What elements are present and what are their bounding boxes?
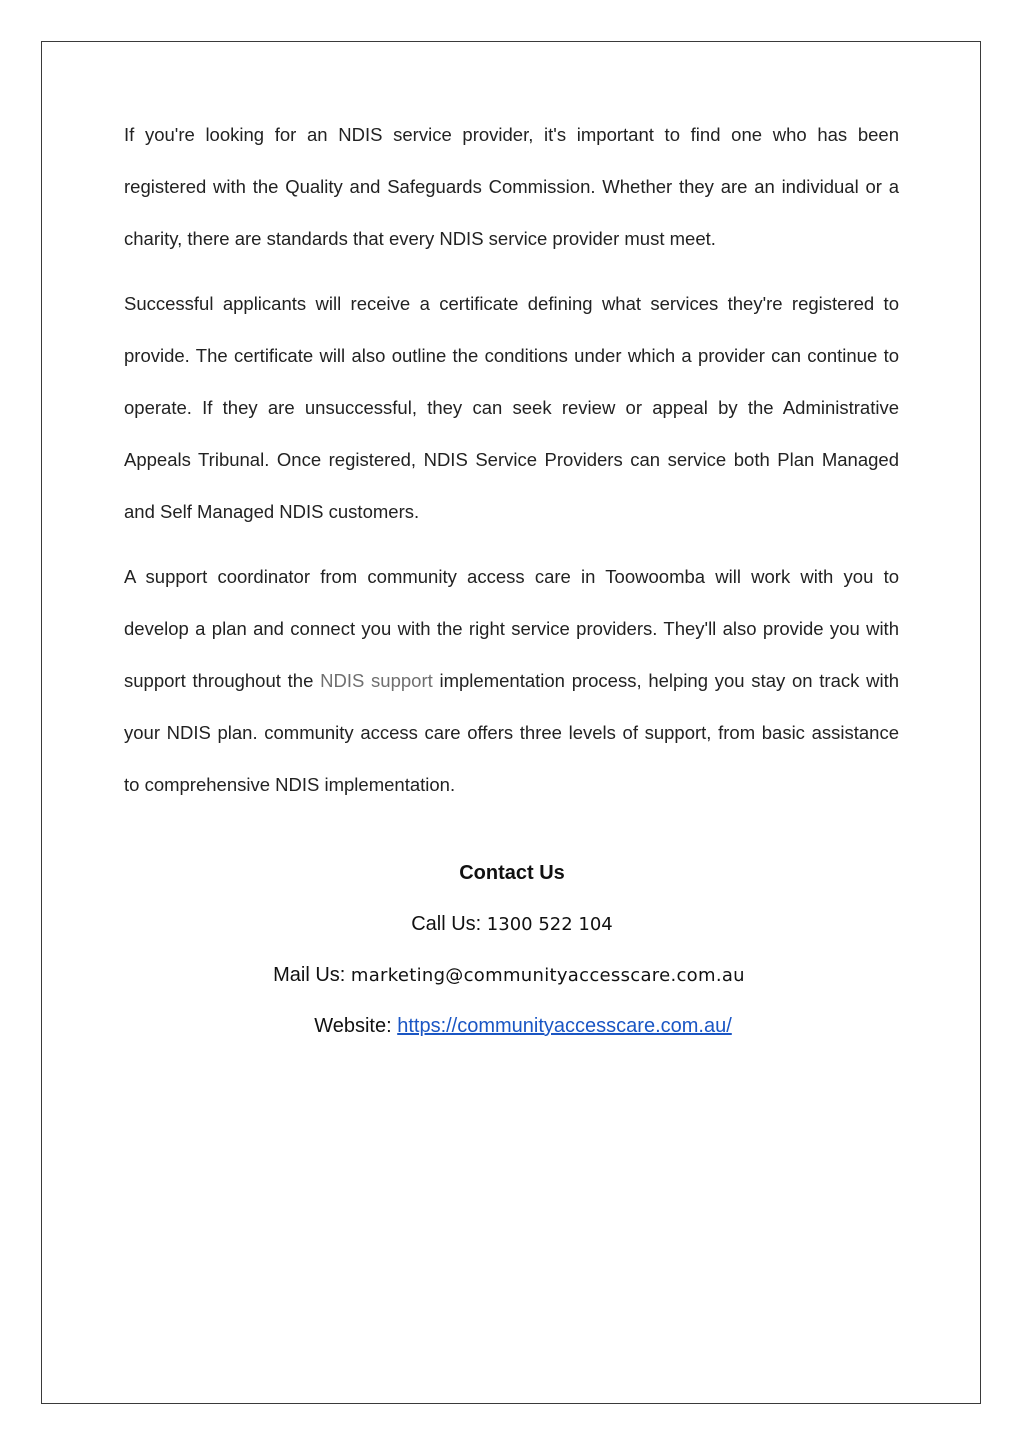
document-body xyxy=(124,109,899,824)
paragraph-text-after-link: implementation process, helping you stay on track with your NDIS plan. community access care offers three levels of support, from basic assistance to comprehensive NDIS implementation. xyxy=(124,670,900,795)
email-address: marketing@communityaccesscare.com.au xyxy=(350,965,745,986)
contact-call-line xyxy=(0,913,1024,936)
paragraph-certificate: Successful applicants will receive a certificate defining what services they're registered to provide. The certificate will also outline the conditions under which a provider can continue to operate. If they are unsuccessful, they can seek review or appeal by the Administrative Appeals Tribunal. Once registered, NDIS Service Providers can service both Plan Managed and Self Managed NDIS customers. xyxy=(124,293,899,522)
phone-number: 1300 522 104 xyxy=(486,914,613,935)
call-label: Call Us: xyxy=(411,913,487,935)
website-label: Website: xyxy=(314,1015,398,1037)
ndis-support-link[interactable]: NDIS support xyxy=(320,670,433,691)
contact-mail-line xyxy=(0,964,1021,987)
paragraph-support-coordinator xyxy=(124,551,899,811)
paragraph-ndis-registration: If you're looking for an NDIS service provider, it's important to find one who has been registered with the Quality and Safeguards Commission. Whether they are an individual or a charity, there are standards that every NDIS service provider must meet. xyxy=(124,124,899,249)
mail-label: Mail Us: xyxy=(273,964,351,986)
paragraph-text-before-link: A support coordinator from community access care in Toowoomba will work with you to develop a plan and connect you with the right service providers. They'll also provide you with support throughout the xyxy=(124,566,899,691)
website-link[interactable]: https://communityaccesscare.com.au/ xyxy=(397,1015,732,1037)
contact-heading: Contact Us xyxy=(459,862,565,884)
contact-website-line xyxy=(11,1015,1024,1038)
